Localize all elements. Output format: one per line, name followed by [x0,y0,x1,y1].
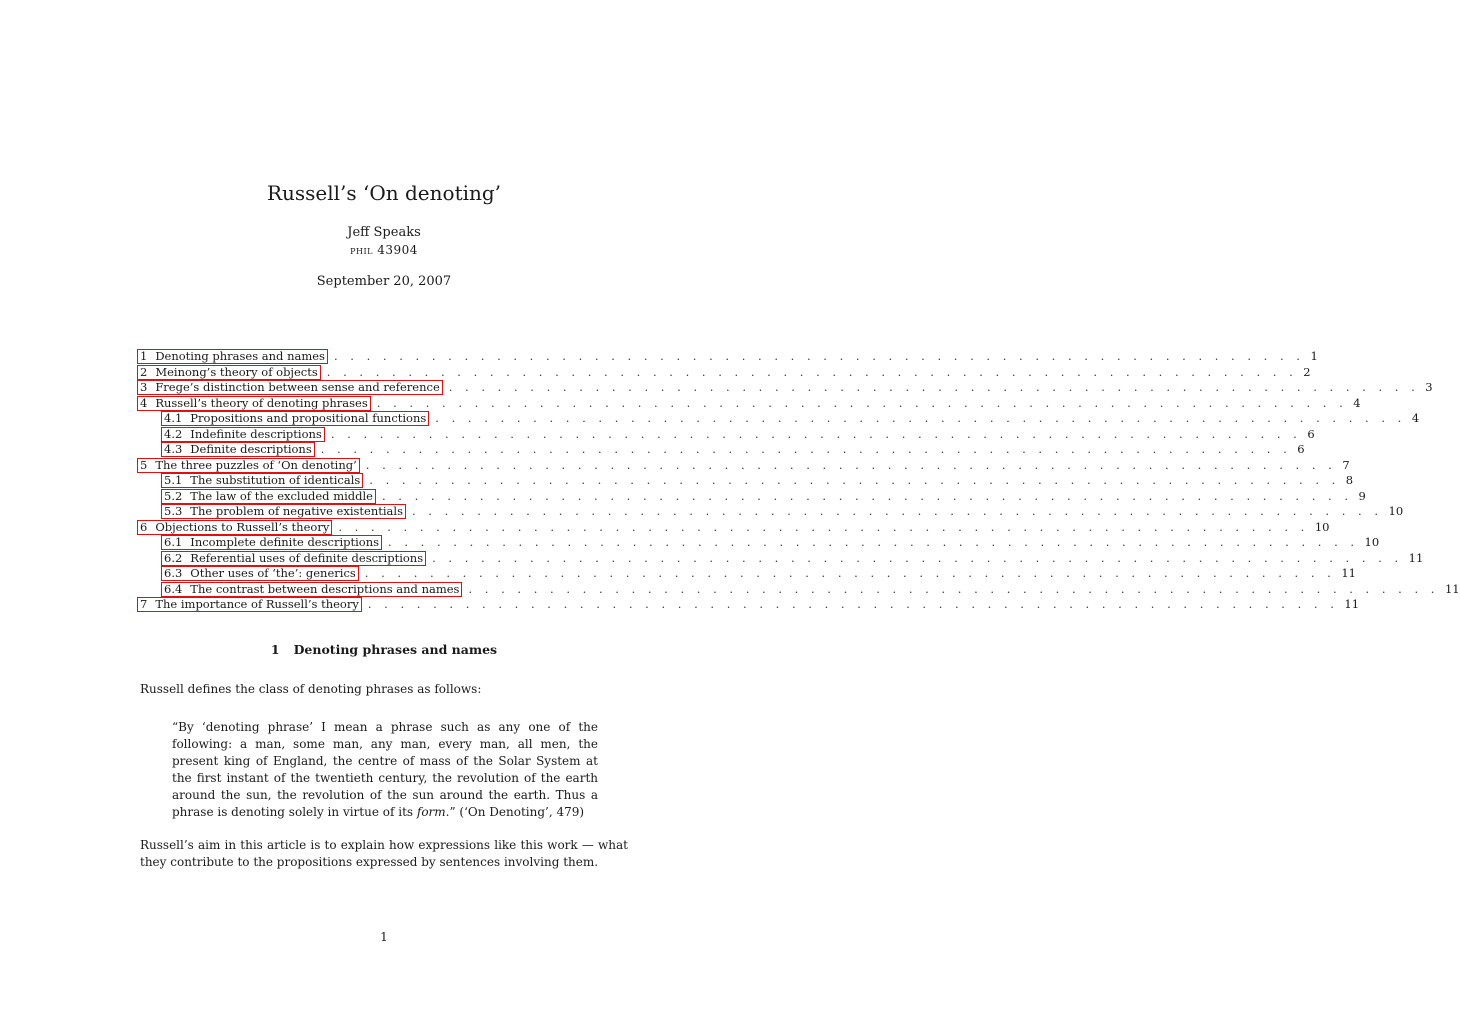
quote-text: “By ‘denoting phrase’ I mean a phrase such as any one of the following: a man, some man, any man, every man, all men, the present king of England, the centre of mass of the Solar System at the first instant of the twentieth century, the revolution of the earth around the sun, the revolution of the sun around the earth. Thus a phrase is denoting solely in virtue of its [172,720,598,819]
toc-entry-label: Russell’s theory of denoting phrases [155,395,368,410]
toc-link[interactable] [161,535,382,550]
toc-link[interactable] [137,597,362,612]
toc-entry [140,550,1424,567]
toc-entry [140,426,1315,443]
toc-entry [140,442,1305,458]
toc-link[interactable] [161,582,462,597]
toc-entry-page: 7 [1342,457,1350,472]
toc-link[interactable] [137,380,443,395]
toc-entry-label: Definite descriptions [190,442,312,456]
toc-entry [140,473,1354,489]
toc-link[interactable] [137,365,321,380]
toc-entry-page: 8 [1345,473,1354,487]
toc-leader-dots: . . . . . . . . . . . . . . . . . . . . . . . . . . . . . . . . . . . . . . . . . . . . . . . . . . . . . . . . . . . . [333,349,1305,363]
toc-entry [140,395,1361,412]
toc-entry-label: Other uses of ‘the’: generics [190,566,356,580]
toc-entry-page: 4 [1353,395,1361,410]
toc-entry-page: 2 [1303,364,1311,379]
toc-entry [140,597,1360,613]
toc-entry [140,566,1356,582]
toc-link[interactable] [161,473,363,488]
toc-entry-label: Propositions and propositional functions [190,411,427,425]
toc-entry-label: The law of the excluded middle [190,488,373,503]
toc-link[interactable] [161,489,376,504]
toc-link[interactable] [137,396,371,411]
table-of-contents [140,349,1460,613]
toc-entry-page: 6 [1297,442,1305,456]
toc-entry-number: 4 [140,395,148,410]
toc-link[interactable] [137,520,332,535]
toc-leader-dots: . . . . . . . . . . . . . . . . . . . . . . . . . . . . . . . . . . . . . . . . . . . . . . . . . . . . . . . . . . . . [330,426,1302,441]
toc-link[interactable] [137,349,328,364]
toc-link[interactable] [161,566,359,581]
toc-entry [140,581,1460,598]
toc-entry-label: The importance of Russell’s theory [155,597,359,611]
toc-entry [140,411,1420,427]
toc-entry [140,535,1380,551]
toc-entry-number: 6 [140,519,148,534]
toc-entry-label: The three puzzles of ‘On denoting’ [155,457,357,472]
quote-citation: .” (‘On Denoting’, 479) [445,805,585,819]
author-name: Jeff Speaks [347,225,421,240]
toc-entry-number: 3 [140,380,148,394]
toc-entry-number: 4.3 [164,442,183,456]
toc-entry-number: 5.1 [164,473,183,487]
toc-entry-page: 11 [1341,566,1356,580]
toc-link[interactable] [161,504,406,519]
toc-entry-label: Objections to Russell’s theory [155,519,330,534]
toc-leader-dots: . . . . . . . . . . . . . . . . . . . . . . . . . . . . . . . . . . . . . . . . . . . . . . . . . . . . . . . . . . . . [448,380,1420,394]
toc-entry-number: 1 [140,349,148,363]
toc-entry-number: 6.3 [164,566,183,580]
toc-leader-dots: . . . . . . . . . . . . . . . . . . . . . . . . . . . . . . . . . . . . . . . . . . . . . . . . . . . . . . . . . . . . [369,473,1340,487]
toc-entry-page: 10 [1314,519,1330,534]
toc-leader-dots: . . . . . . . . . . . . . . . . . . . . . . . . . . . . . . . . . . . . . . . . . . . . . . . . . . . . . . . . . . . . [367,597,1339,611]
toc-entry [140,488,1366,505]
toc-entry-label: The substitution of identicals [190,473,361,487]
toc-entry-number: 6.4 [164,581,183,596]
toc-leader-dots: . . . . . . . . . . . . . . . . . . . . . . . . . . . . . . . . . . . . . . . . . . . . . . . . . . . . . . . . . . . . [388,535,1359,549]
section-heading [0,642,768,657]
toc-entry-number: 6.1 [164,535,183,549]
toc-entry [140,457,1350,474]
course-code: phil 43904 [350,243,418,257]
toc-entry [140,380,1433,396]
toc-entry-page: 9 [1358,488,1366,503]
toc-entry-number: 5 [140,457,148,472]
document-title: Russell’s ‘On denoting’ [266,181,502,205]
toc-entry-label: Denoting phrases and names [155,349,325,363]
toc-link[interactable] [161,411,429,426]
toc-entry-number: 7 [140,597,148,611]
toc-leader-dots: . . . . . . . . . . . . . . . . . . . . . . . . . . . . . . . . . . . . . . . . . . . . . . . . . . . . . . . . . . . . [381,488,1353,503]
toc-entry [140,519,1330,536]
toc-entry-label: The contrast between descriptions and names [190,581,460,596]
toc-leader-dots: . . . . . . . . . . . . . . . . . . . . . . . . . . . . . . . . . . . . . . . . . . . . . . . . . . . . . . . . . . . . [376,395,1348,410]
toc-entry-page: 6 [1307,426,1315,441]
toc-entry-number: 6.2 [164,550,183,565]
toc-entry-page: 4 [1411,411,1420,425]
toc-entry [140,349,1318,365]
toc-entry [140,364,1311,381]
toc-entry-page: 11 [1408,550,1424,565]
toc-entry-page: 11 [1344,597,1360,611]
toc-leader-dots: . . . . . . . . . . . . . . . . . . . . . . . . . . . . . . . . . . . . . . . . . . . . . . . . . . . . . . . . . . . . [364,566,1336,580]
toc-entry-page: 11 [1444,581,1460,596]
toc-leader-dots: . . . . . . . . . . . . . . . . . . . . . . . . . . . . . . . . . . . . . . . . . . . . . . . . . . . . . . . . . . . . [320,442,1292,456]
block-quote [172,719,598,821]
intro-paragraph: Russell defines the class of denoting phrases as follows: [140,682,482,696]
toc-leader-dots: . . . . . . . . . . . . . . . . . . . . . . . . . . . . . . . . . . . . . . . . . . . . . . . . . . . . . . . . . . . . [365,457,1337,472]
toc-entry-label: Indefinite descriptions [190,426,322,441]
body-paragraph: Russell’s aim in this article is to explain how expressions like this work — what they contribute to the propositions expressed by sentences involving them. [140,838,628,869]
toc-entry-number: 2 [140,364,148,379]
toc-leader-dots: . . . . . . . . . . . . . . . . . . . . . . . . . . . . . . . . . . . . . . . . . . . . . . . . . . . . . . . . . . . . [412,504,1383,518]
toc-link[interactable] [161,427,325,442]
toc-entry-number: 5.3 [164,504,183,518]
toc-entry-label: Meinong’s theory of objects [155,364,318,379]
toc-entry-page: 1 [1310,349,1318,363]
page-number: 1 [380,930,388,944]
toc-entry-label: Incomplete definite descriptions [190,535,380,549]
toc-entry-number: 4.1 [164,411,183,425]
toc-entry-label: The problem of negative existentials [190,504,403,518]
toc-link[interactable] [161,551,426,566]
toc-entry-label: Frege’s distinction between sense and reference [155,380,440,394]
toc-entry-number: 4.2 [164,426,183,441]
toc-entry-page: 10 [1364,535,1380,549]
section-title: Denoting phrases and names [293,642,498,657]
section-number: 1 [270,642,280,657]
toc-entry-page: 3 [1425,380,1433,394]
toc-leader-dots: . . . . . . . . . . . . . . . . . . . . . . . . . . . . . . . . . . . . . . . . . . . . . . . . . . . . . . . . . . . . [432,550,1403,565]
quote-emphasis: form [416,805,446,819]
toc-leader-dots: . . . . . . . . . . . . . . . . . . . . . . . . . . . . . . . . . . . . . . . . . . . . . . . . . . . . . . . . . . . . [338,519,1309,534]
toc-leader-dots: . . . . . . . . . . . . . . . . . . . . . . . . . . . . . . . . . . . . . . . . . . . . . . . . . . . . . . . . . . . . [326,364,1298,379]
toc-entry [140,504,1404,520]
toc-entry-page: 10 [1388,504,1404,518]
toc-entry-label: Referential uses of definite descriptions [190,550,424,565]
document-date: September 20, 2007 [316,274,452,289]
toc-link[interactable] [137,458,360,473]
toc-leader-dots: . . . . . . . . . . . . . . . . . . . . . . . . . . . . . . . . . . . . . . . . . . . . . . . . . . . . . . . . . . . . [435,411,1406,425]
toc-leader-dots: . . . . . . . . . . . . . . . . . . . . . . . . . . . . . . . . . . . . . . . . . . . . . . . . . . . . . . . . . . . . [468,581,1439,596]
toc-link[interactable] [161,442,315,457]
toc-entry-number: 5.2 [164,488,183,503]
